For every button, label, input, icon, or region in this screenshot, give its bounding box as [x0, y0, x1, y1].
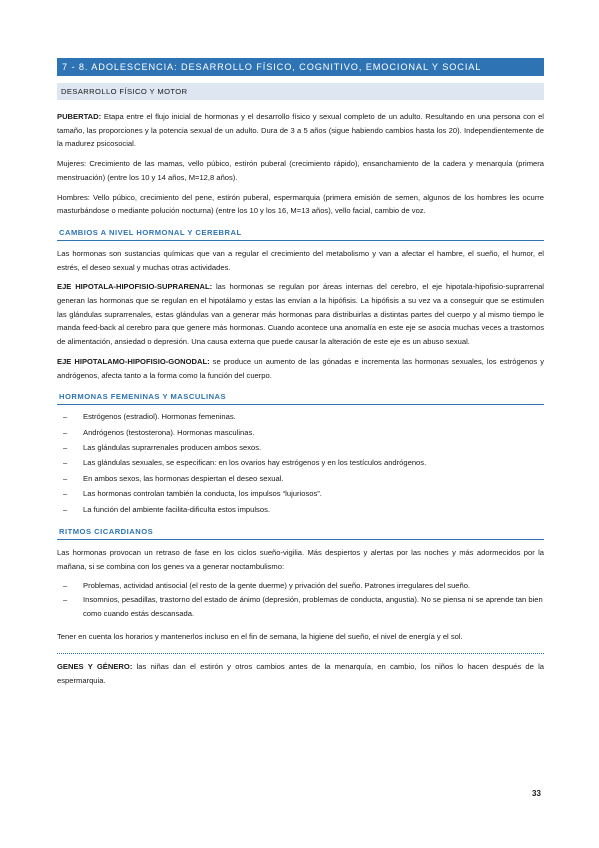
page-number: 33: [532, 789, 541, 798]
paragraph-eje-suprarenal: [57, 280, 544, 349]
dash-bullet: –: [63, 473, 68, 483]
list-item: [57, 440, 544, 455]
document-page: [57, 58, 544, 687]
dash-bullet: –: [63, 458, 68, 468]
paragraph-circadian-closing: Tener en cuenta los horarios y mantenerlos incluso en el fin de semana, la higiene del sueño, el nivel de energía y el sol.: [57, 632, 463, 642]
paragraph-genes: [57, 660, 544, 687]
list-item: [57, 578, 544, 593]
circadian-list: [57, 578, 544, 621]
section-heading-circadian: RITMOS CICARDIANOS: [57, 525, 544, 540]
hormone-list: [57, 409, 544, 517]
eje-suprarenal-label: EJE HIPOTALA-HIPOFISIO-SUPRARENAL:: [57, 282, 213, 292]
dash-bullet: –: [63, 504, 68, 514]
section-heading-female-male: HORMONAS FEMENINAS Y MASCULINAS: [57, 390, 544, 405]
dotted-divider: [57, 653, 544, 654]
paragraph-eje-gonodal: [57, 355, 544, 382]
list-item-text: Las glándulas suprarrenales producen ambos sexos.: [83, 443, 262, 453]
paragraph-hormonal-intro: Las hormonas son sustancias químicas que van a regular el crecimiento del metabolismo y van a afectar el hambre, el sueño, el humor, el estrés, el deseo sexual y muchas otras actividades.: [57, 248, 544, 272]
list-item: [57, 409, 544, 424]
list-item: [57, 425, 544, 440]
list-item: [57, 455, 544, 470]
pubertad-label: PUBERTAD:: [57, 112, 102, 121]
dash-bullet: –: [63, 489, 68, 499]
list-item-text: En ambos sexos, las hormonas despiertan el deseo sexual.: [83, 473, 284, 483]
list-item-text: Andrógenos (testosterona). Hormonas masculinas.: [83, 427, 255, 437]
section-heading-physical: DESARROLLO FÍSICO Y MOTOR: [57, 83, 544, 100]
dash-bullet: –: [63, 412, 68, 422]
list-item-text: La función del ambiente facilita-dificulta estos impulsos.: [83, 504, 270, 514]
list-item: [57, 502, 544, 517]
hombres-label: Hombres:: [57, 192, 90, 202]
list-item-text: Estrógenos (estradiol). Hormonas femeninas.: [83, 412, 236, 422]
mujeres-label: Mujeres:: [57, 159, 87, 169]
dash-bullet: –: [63, 594, 68, 604]
eje-gonodal-label: EJE HIPOTALAMO-HIPOFISIO-GONODAL:: [57, 356, 210, 366]
list-item-text: Insomnios, pesadillas, trastorno del estado de ánimo (depresión, problemas de conducta, angustia). No se piensa ni se aprende tan bien como cuando estás descansada.: [83, 594, 543, 618]
pubertad-text: Etapa entre el flujo inicial de hormonas y el desarrollo físico y sexual completo de un adulto. Resultando en una persona con el tamaño, las proporciones y la potencia sexual de un adulto. Dura de 3 a 5 años (sigue habiendo cambios hasta los 20). Independientemente de la madurez psicosocial.: [57, 112, 544, 149]
section-heading-hormonal: CAMBIOS A NIVEL HORMONAL Y CEREBRAL: [57, 226, 544, 241]
dash-bullet: –: [63, 580, 68, 590]
list-item: [57, 486, 544, 501]
list-item-text: Problemas, actividad antisocial (el resto de la gente duerme) y privación del sueño. Patrones irregulares del sueño.: [83, 580, 471, 590]
genes-text: las niñas dan el estirón y otros cambios antes de la menarquía, en cambio, los niños lo hacen después de la espermarquia.: [57, 662, 545, 685]
eje-gonodal-text: se produce un aumento de las gónadas e incrementa las hormonas sexuales, los estrógenos y andrógenos, afecta tanto a la forma como la función del cuerpo.: [57, 356, 544, 380]
list-item: [57, 471, 544, 486]
dash-bullet: –: [63, 443, 68, 453]
paragraph-circadian-intro: Las hormonas provocan un retraso de fase en los ciclos sueño-vigilia. Más despiertos y alertas por las noches y más adormecidos por la mañana, si se combina con los genes va a generar noctambulismo:: [57, 548, 544, 571]
paragraph-mujeres: [57, 157, 544, 184]
hombres-text: Vello púbico, crecimiento del pene, estirón puberal, espermarquia (primera emisión de semen, algunos de los hombres les ocurre masturbándose o mediante polución nocturna) (entre los 10 y los 16, M=13 años), vello facial, cambio de voz.: [57, 192, 544, 216]
eje-suprarenal-text: las hormonas se regulan por áreas internas del cerebro, el eje hipotala-hipofisio-suprarrenal generan las hormonas que se regulan en el hipotálamo y estas las envían a la hipófisis. La hipófisis a su vez va a conseguir que se estimulen las glándulas suprarrenales, estas glándulas van a generar más hormonas para distribuirlas a distintas partes del cuerpo y al mismo tiempo le manda feed-back al cerebro para que genere más hormonas. Cuando acontece una anomalía en este eje se asocia muchas veces a trastornos de alimentación, ansiedad o depresión. Una causa externa que puede causar la alteración de este eje es un abuso sexual.: [57, 282, 544, 347]
list-item: [57, 593, 544, 620]
paragraph-pubertad: [57, 110, 544, 151]
genes-label: GENES Y GÉNERO:: [57, 662, 133, 672]
dash-bullet: –: [63, 427, 68, 437]
list-item-text: Las hormonas controlan también la conducta, los impulsos “lujuriosos”.: [83, 489, 322, 499]
paragraph-hombres: [57, 191, 544, 218]
list-item-text: Las glándulas sexuales, se especifican: en los ovarios hay estrógenos y en los testículos andrógenos.: [83, 458, 427, 468]
mujeres-text: Crecimiento de las mamas, vello púbico, estirón puberal (crecimiento rápido), ensanchamiento de la cadera y menarquía (primera menstruación) (entre los 10 y 14 años, M=12,8 años).: [57, 159, 544, 182]
chapter-title: 7 - 8. ADOLESCENCIA: DESARROLLO FÍSICO, COGNITIVO, EMOCIONAL Y SOCIAL: [57, 58, 544, 76]
